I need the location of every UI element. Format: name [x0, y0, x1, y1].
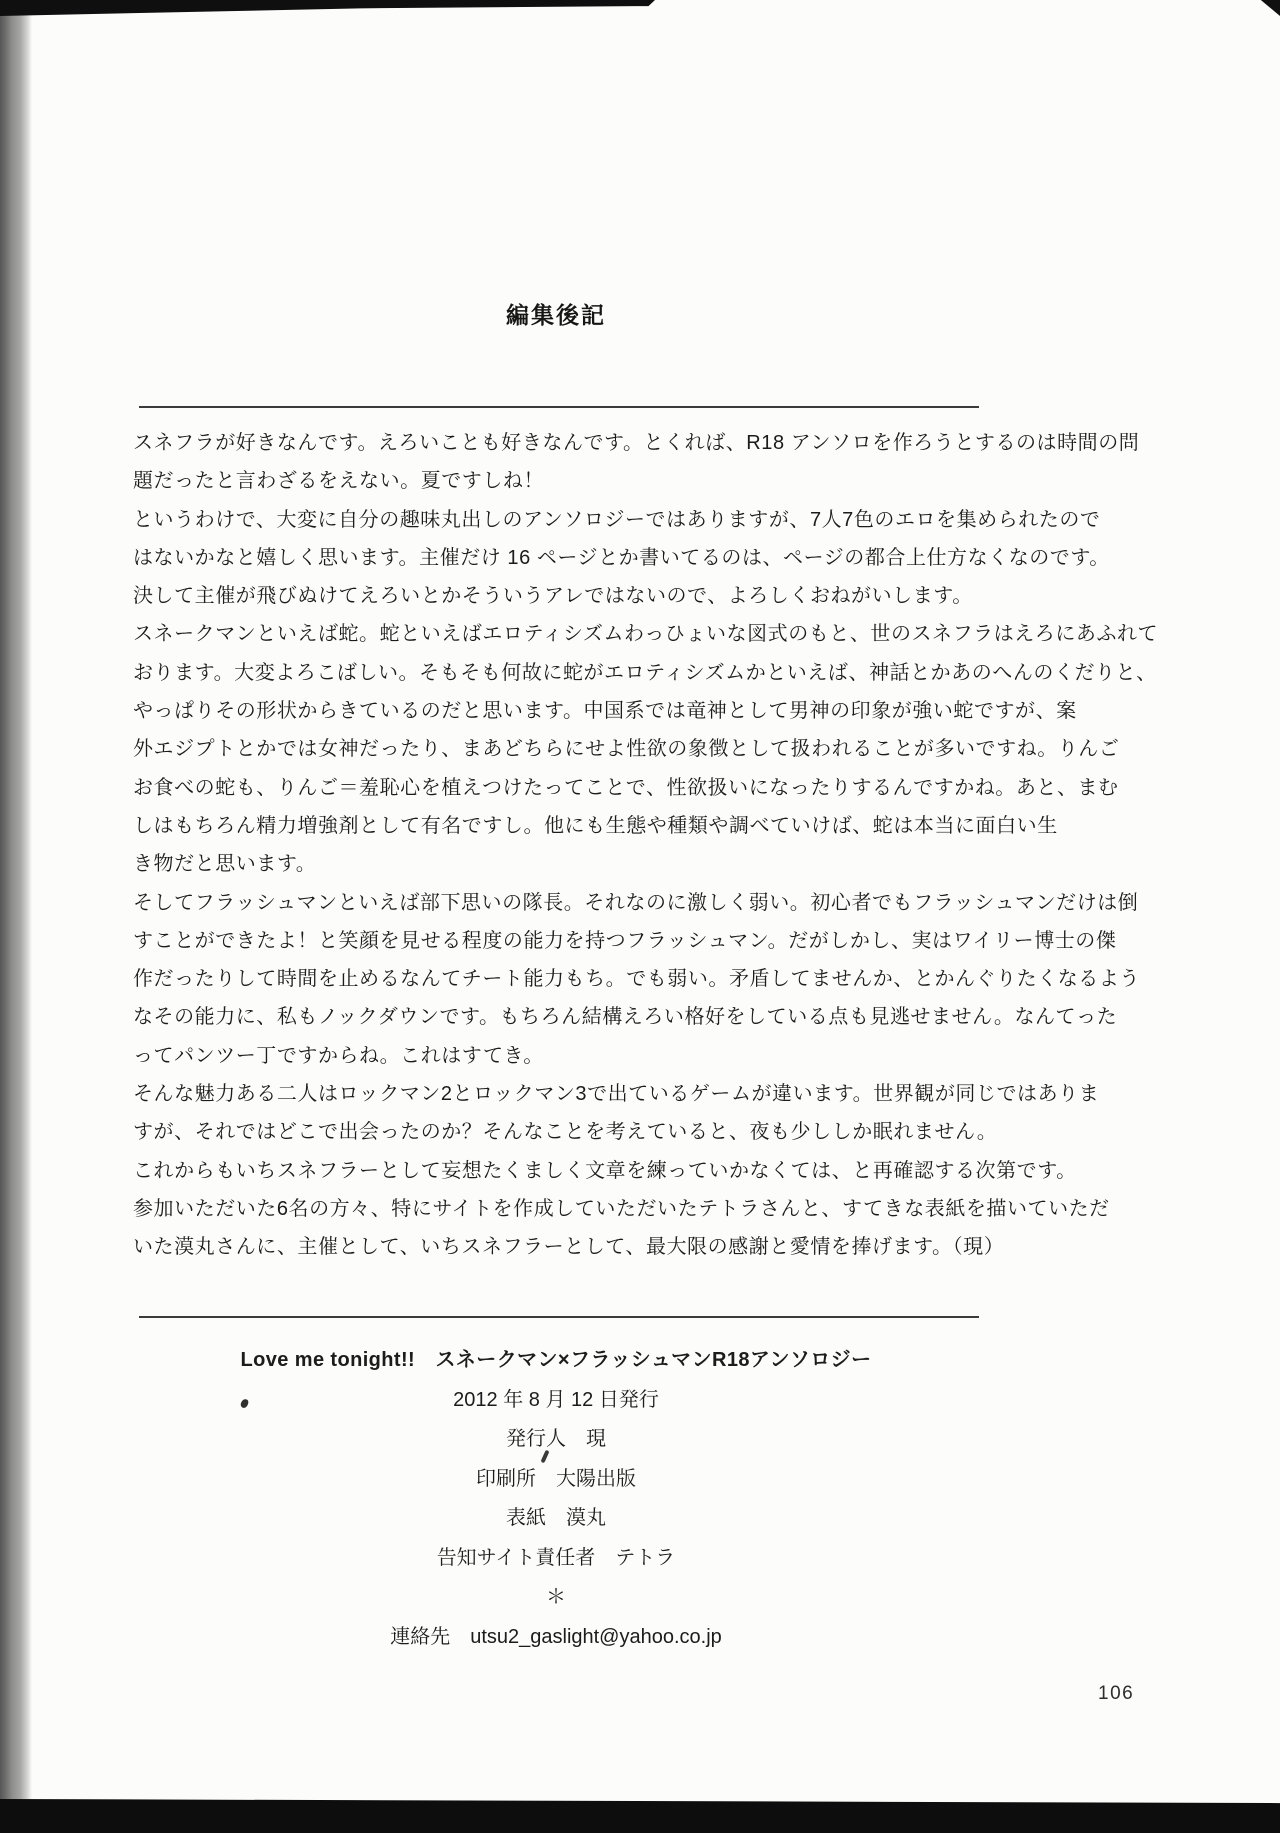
- body-text-line: スネークマンといえば蛇。蛇といえばエロティシズムわっひょいな図式のもと、世のスネフラはえろにあふれて: [133, 623, 1159, 646]
- body-text-line: 作だったりして時間を止めるなんてチート能力もち。でも弱い。矛盾してませんか、とかんぐりたくなるよう: [133, 968, 1140, 991]
- body-text-line: お食べの蛇も、りんご＝羞恥心を植えつけたってことで、性欲扱いになったりするんですかね。あと、まむ: [133, 776, 1119, 799]
- colophon-publish-date: 2012 年 8 月 12 日発行: [453, 1388, 659, 1411]
- body-text-line: すが、それではどこで出会ったのか？そんなことを考えていると、夜も少ししか眠れません。: [133, 1121, 998, 1144]
- body-text-line: 参加いただいた6名の方々、特にサイトを作成していただいたテトラさんと、すてきな表紙を描いていただ: [133, 1197, 1110, 1220]
- body-text-line: スネフラが好きなんです。えろいことも好きなんです。とくれば、R18 アンソロを作ろうとするのは時間の問: [133, 432, 1140, 454]
- body-text-line: はないかなと嬉しく思います。主催だけ 16 ページとか書いてるのは、ページの都合上仕方なくなのです。: [133, 546, 1110, 569]
- colophon: [133, 1341, 979, 1657]
- colophon-contact-email: 連絡先 utsu2_gaslight@yahoo.co.jp: [390, 1625, 722, 1648]
- body-text-line: そしてフラッシュマンといえば部下思いの隊長。それなのに激しく弱い。初心者でもフラッシュマンだけは倒: [133, 891, 1139, 914]
- body-text-line: というわけで、大変に自分の趣味丸出しのアンソロジーではありますが、7人7色のエロを集められたので: [133, 508, 1101, 531]
- body-text-line: ってパンツー丁ですからね。これはすてき。: [133, 1044, 544, 1067]
- scan-edge-top-right: [1256, 0, 1280, 16]
- body-text-line: 外エジプトとかでは女神だったり、まあどちらにせよ性欲の象徴として扱われることが多いですね。りんご: [133, 738, 1120, 761]
- scan-edge-bottom: [0, 1799, 1280, 1833]
- colophon-cover-artist: 表紙 漠丸: [506, 1507, 606, 1529]
- body-text-line: そんな魅力ある二人はロックマン2とロックマン3で出ているゲームが違います。世界観が同じではありま: [133, 1083, 1100, 1106]
- page-number: 106: [1098, 1683, 1135, 1704]
- colophon-printer: 印刷所 大陽出版: [476, 1467, 636, 1490]
- divider-bottom: [139, 1316, 979, 1318]
- body-text-line: やっぱりその形状からきているのだと思います。中国系では竜神として男神の印象が強い蛇ですが、案: [133, 700, 1077, 723]
- divider-top: [139, 406, 979, 408]
- colophon-publisher: 発行人 現: [506, 1428, 606, 1450]
- body-text-line: なその能力に、私もノックダウンです。もちろん結構えろい格好をしている点も見逃せません。なんてった: [133, 1006, 1118, 1029]
- body-text-line: これからもいちスネフラーとして妄想たくましく文章を練っていかなくては、と再確認する次第です。: [133, 1159, 1077, 1182]
- scan-edge-top: [0, 0, 655, 16]
- page-title: 編集後記: [506, 302, 606, 328]
- body-text-line: き物だと思います。: [133, 853, 317, 876]
- body-text-line: すことができたよ！と笑顔を見せる程度の能力を持つフラッシュマン。だがしかし、実はワイリー博士の傑: [133, 929, 1117, 952]
- colophon-book-title: Love me tonight!! スネークマン×フラッシュマンR18アンソロジー: [240, 1349, 872, 1371]
- body-text-line: しはもちろん精力増強剤として有名ですし。他にも生態や種類や調べていけば、蛇は本当に面白い生: [133, 814, 1058, 837]
- afterword-body-text: [133, 424, 1159, 1267]
- colophon-site-manager: 告知サイト責任者 テトラ: [436, 1546, 676, 1569]
- body-text-line: 決して主催が飛びぬけてえろいとかそういうアレではないので、よろしくおねがいします。: [133, 585, 973, 608]
- scan-edge-left: [0, 0, 32, 1833]
- body-text-line: 題だったと言わざるをえない。夏ですしね！: [133, 470, 544, 493]
- colophon-divider-asterisk: ＊: [546, 1586, 566, 1608]
- body-text-line: おります。大変よろこばしい。そもそも何故に蛇がエロティシズムかといえば、神話とかあのへんのくだりと、: [133, 661, 1157, 684]
- body-text-line: いた漠丸さんに、主催として、いちスネフラーとして、最大限の感謝と愛情を捧げます。（現）: [133, 1236, 1005, 1259]
